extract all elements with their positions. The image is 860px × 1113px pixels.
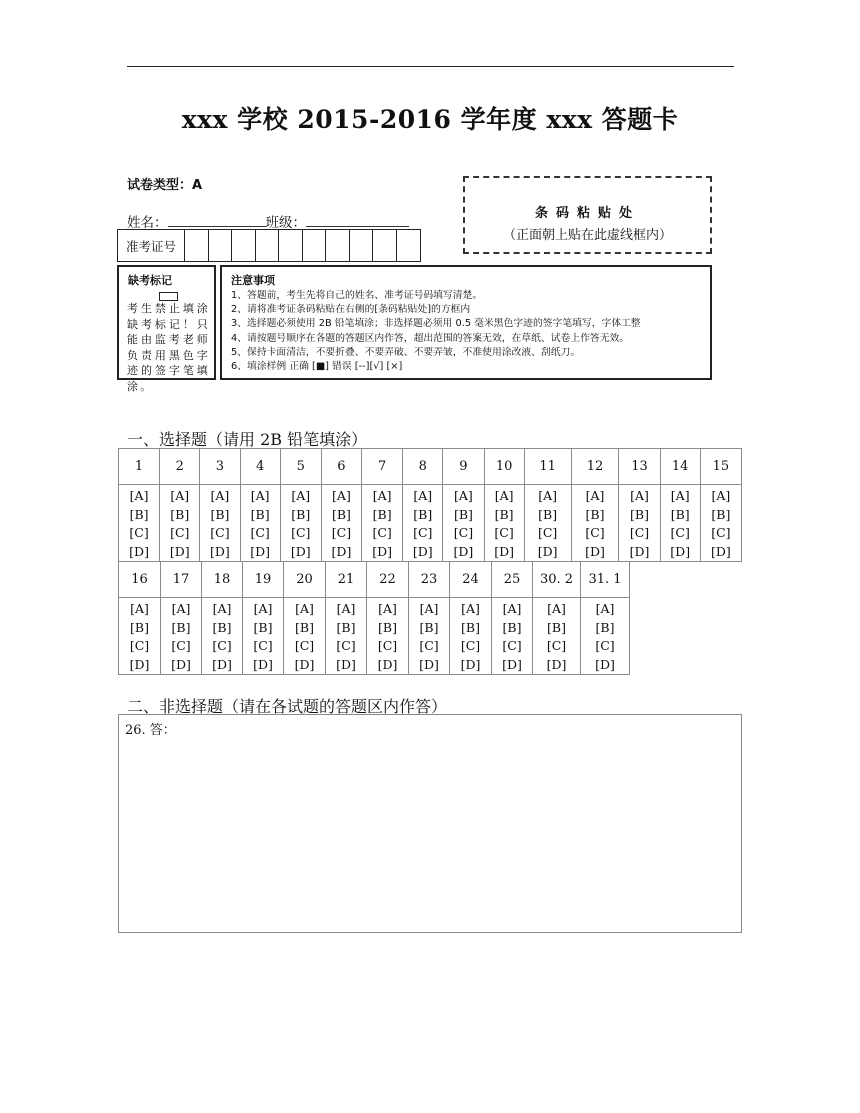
question-number: 15 (700, 449, 741, 485)
option-bubble[interactable]: [B] (171, 619, 191, 635)
option-bubble[interactable]: [B] (129, 506, 149, 522)
option-bubble[interactable]: [C] (413, 525, 433, 540)
option-bubble[interactable]: [C] (291, 525, 311, 540)
option-bubble[interactable]: [A] (538, 488, 558, 503)
option-bubble[interactable]: [A] (332, 488, 351, 503)
option-bubble[interactable]: [C] (585, 525, 605, 540)
page-title: xxx 学校 2015-2016 学年度 xxx 答题卡 (181, 105, 679, 134)
option-bubble[interactable]: [D] (377, 656, 398, 672)
option-bubble[interactable]: [D] (336, 656, 356, 672)
question-number: 10 (484, 449, 524, 485)
note-item: 2、请将准考证条码粘贴在右侧的[条码粘贴处]的方框内 (231, 304, 471, 316)
exam-number-cell[interactable] (373, 230, 397, 261)
exam-number-cell[interactable] (303, 230, 327, 261)
option-bubble[interactable]: [B] (711, 506, 731, 522)
top-rule (127, 66, 734, 67)
option-bubble[interactable]: [C] (595, 638, 615, 653)
option-bubble[interactable]: [B] (250, 506, 270, 522)
question-number: 7 (362, 449, 403, 485)
notes-heading: 注意事项 (231, 274, 275, 287)
note-item: 1、答题前，考生先将自己的姓名、准考证号码填写清楚。 (231, 290, 483, 301)
option-bubble[interactable]: [B] (453, 506, 473, 522)
option-cell (533, 598, 581, 675)
option-cell (284, 598, 326, 675)
option-bubble[interactable]: [D] (129, 656, 150, 672)
option-bubble[interactable]: [C] (502, 638, 522, 653)
option-bubble[interactable]: [B] (291, 506, 311, 522)
option-bubble[interactable]: [A] (595, 601, 615, 616)
option-bubble[interactable]: [D] (129, 543, 149, 559)
option-bubble[interactable]: [D] (629, 543, 650, 559)
notes-box (220, 265, 712, 380)
option-bubble[interactable]: [A] (454, 488, 473, 503)
option-bubble[interactable]: [C] (253, 638, 273, 653)
option-bubble[interactable]: [D] (331, 543, 352, 559)
option-bubble[interactable]: [C] (331, 525, 352, 540)
question-number: 11 (524, 449, 571, 485)
question-number: 13 (619, 449, 660, 485)
option-cell (581, 598, 630, 675)
question-number: 24 (450, 562, 492, 598)
absent-mark-box (117, 265, 216, 393)
option-bubble[interactable]: [D] (537, 543, 558, 559)
exam-number-cell[interactable] (279, 230, 303, 261)
question-number: 20 (284, 562, 326, 598)
option-cell (161, 598, 202, 675)
option-cell (280, 485, 321, 562)
option-bubble[interactable]: [D] (290, 543, 311, 559)
exam-number-cell[interactable] (256, 230, 280, 261)
name-field[interactable] (168, 212, 266, 227)
question-number: 2 (160, 449, 200, 485)
option-bubble[interactable]: [B] (595, 619, 615, 635)
option-bubble[interactable]: [A] (170, 488, 190, 503)
note-item: 4、请按题号顺序在各题的答题区内作答，超出范围的答案无效，在草纸、试卷上作答无效。 (231, 332, 630, 344)
option-cell (202, 598, 243, 675)
question-number: 4 (240, 449, 280, 485)
option-cell (524, 485, 571, 562)
option-bubble[interactable]: [B] (210, 506, 230, 522)
class-field[interactable] (306, 212, 409, 227)
option-bubble[interactable]: [B] (502, 619, 522, 635)
option-bubble[interactable]: [C] (336, 638, 356, 653)
barcode-instruction: （正面朝上贴在此虚线框内） (502, 228, 672, 243)
option-bubble[interactable]: [A] (253, 601, 273, 616)
exam-number-grid (117, 229, 421, 262)
option-bubble[interactable]: [A] (291, 488, 311, 503)
option-cell (450, 598, 492, 675)
option-cell (240, 485, 280, 562)
question-number: 21 (326, 562, 367, 598)
option-cell (660, 485, 700, 562)
option-bubble[interactable]: [A] (171, 601, 191, 616)
exam-number-cell[interactable] (326, 230, 350, 261)
option-bubble[interactable]: [C] (171, 638, 191, 653)
option-cell (367, 598, 409, 675)
option-bubble[interactable]: [D] (502, 656, 522, 672)
option-bubble[interactable]: [C] (670, 525, 690, 540)
option-bubble[interactable]: [B] (212, 619, 232, 635)
option-bubble[interactable]: [B] (170, 506, 190, 522)
option-bubble[interactable]: [C] (419, 638, 439, 653)
option-bubble[interactable]: [C] (212, 638, 232, 653)
question-number: 14 (660, 449, 700, 485)
question-number: 23 (409, 562, 450, 598)
option-bubble[interactable]: [C] (546, 638, 567, 653)
option-bubble[interactable]: [C] (377, 638, 398, 653)
option-cell (243, 598, 284, 675)
exam-number-cell[interactable] (397, 230, 421, 261)
option-bubble[interactable]: [B] (331, 506, 351, 522)
option-bubble[interactable]: [A] (670, 488, 690, 503)
option-bubble[interactable]: [C] (170, 525, 190, 540)
option-bubble[interactable]: [A] (212, 601, 232, 616)
option-bubble[interactable]: [C] (210, 525, 230, 540)
option-cell (571, 485, 619, 562)
option-bubble[interactable]: [A] (585, 488, 605, 503)
choice-table-1 (118, 448, 742, 562)
question-number: 22 (367, 562, 409, 598)
question-number: 5 (280, 449, 321, 485)
option-cell (200, 485, 240, 562)
option-bubble[interactable]: [C] (250, 525, 270, 540)
section1-title: 一、选择题（请用 2B 铅笔填涂） (127, 430, 368, 449)
question-number: 30. 2 (533, 562, 581, 598)
option-bubble[interactable]: [A] (295, 601, 314, 616)
option-bubble[interactable]: [B] (461, 619, 480, 635)
exam-number-cell[interactable] (209, 230, 233, 261)
option-bubble[interactable]: [A] (129, 488, 149, 503)
option-bubble[interactable]: [D] (595, 656, 615, 672)
barcode-area (463, 176, 712, 254)
option-bubble[interactable]: [A] (130, 601, 149, 616)
question-number: 6 (321, 449, 361, 485)
option-bubble[interactable]: [C] (711, 525, 731, 540)
option-bubble[interactable]: [A] (413, 488, 433, 503)
question-label: 26. 答： (125, 723, 176, 738)
option-bubble[interactable]: [A] (419, 601, 439, 616)
option-bubble[interactable]: [B] (670, 506, 690, 522)
option-cell (119, 598, 161, 675)
question-number: 8 (403, 449, 443, 485)
question-number: 31. 1 (581, 562, 630, 598)
exam-number-label: 准考证号 (118, 230, 185, 261)
absent-mark-checkbox[interactable] (159, 292, 178, 301)
option-bubble[interactable]: [A] (372, 488, 392, 503)
option-bubble[interactable]: [A] (630, 488, 649, 503)
option-bubble[interactable]: [B] (538, 506, 558, 522)
option-cell (326, 598, 367, 675)
option-bubble[interactable]: [A] (210, 488, 230, 503)
option-bubble[interactable]: [B] (295, 619, 314, 635)
question-number: 25 (492, 562, 533, 598)
question-number: 1 (119, 449, 160, 485)
absent-text: 考生禁止填涂缺考标记！只能由监考老师负责用黑色字迹的签字笔填涂。 (127, 302, 210, 393)
section2-title: 二、非选择题（请在各试题的答题区内作答） (127, 697, 448, 716)
option-bubble[interactable]: [B] (336, 619, 356, 635)
option-bubble[interactable]: [C] (129, 525, 149, 540)
option-bubble[interactable]: [D] (453, 543, 474, 559)
option-cell (443, 485, 484, 562)
option-cell (321, 485, 361, 562)
exam-number-cell[interactable] (185, 230, 209, 261)
question-number: 16 (119, 562, 161, 598)
note-item: 3、选择题必须使用 2B 铅笔填涂；非选择题必须用 0.5 毫米黑色字迹的签字笔填写，字体工整 (231, 318, 641, 330)
option-bubble[interactable]: [A] (250, 488, 270, 503)
option-bubble[interactable]: [D] (253, 656, 273, 672)
option-bubble[interactable]: [D] (412, 543, 433, 559)
name-class-row (127, 211, 409, 231)
exam-number-cell[interactable] (232, 230, 256, 261)
option-bubble[interactable]: [B] (494, 506, 514, 522)
question-number: 19 (243, 562, 284, 598)
option-bubble[interactable]: [D] (585, 543, 605, 559)
option-cell (362, 485, 403, 562)
question-number: 12 (571, 449, 619, 485)
option-bubble[interactable]: [B] (547, 619, 566, 635)
option-bubble[interactable]: [B] (630, 506, 649, 522)
option-bubble[interactable]: [B] (585, 506, 605, 522)
option-bubble[interactable]: [D] (250, 543, 270, 559)
option-bubble[interactable]: [C] (460, 638, 481, 653)
option-bubble[interactable]: [D] (711, 543, 731, 559)
option-bubble[interactable]: [A] (336, 601, 356, 616)
class-label: 班级： (265, 215, 306, 231)
question-number: 17 (161, 562, 202, 598)
option-cell (619, 485, 660, 562)
option-bubble[interactable]: [D] (372, 543, 392, 559)
answer-area-26[interactable] (118, 714, 742, 933)
question-number: 9 (443, 449, 484, 485)
option-bubble[interactable]: [A] (502, 601, 522, 616)
option-bubble[interactable]: [D] (494, 543, 514, 559)
option-bubble[interactable]: [D] (171, 656, 191, 672)
option-bubble[interactable]: [A] (547, 601, 566, 616)
option-bubble[interactable]: [C] (372, 525, 392, 540)
option-bubble[interactable]: [A] (461, 601, 480, 616)
option-bubble[interactable]: [D] (546, 656, 567, 672)
option-cell (160, 485, 200, 562)
option-bubble[interactable]: [D] (460, 656, 481, 672)
option-bubble[interactable]: [D] (212, 656, 232, 672)
option-bubble[interactable]: [B] (419, 619, 439, 635)
option-bubble[interactable]: [B] (372, 506, 392, 522)
option-cell (119, 485, 160, 562)
absent-heading: 缺考标记 (128, 274, 172, 287)
option-bubble[interactable]: [D] (169, 543, 190, 559)
exam-number-cell[interactable] (350, 230, 374, 261)
option-bubble[interactable]: [D] (294, 656, 315, 672)
option-bubble[interactable]: [B] (413, 506, 433, 522)
option-bubble[interactable]: [D] (419, 656, 439, 672)
question-number: 3 (200, 449, 240, 485)
option-bubble[interactable]: [D] (210, 543, 230, 559)
option-bubble[interactable]: [C] (494, 525, 514, 540)
paper-type: 试卷类型：A (127, 178, 203, 193)
option-cell (492, 598, 533, 675)
option-bubble[interactable]: [C] (129, 638, 150, 653)
option-bubble[interactable]: [B] (253, 619, 273, 635)
option-bubble[interactable]: [C] (294, 638, 315, 653)
barcode-title: 条码粘贴处 (534, 206, 640, 221)
name-label: 姓名： (127, 215, 168, 231)
option-bubble[interactable]: [C] (629, 525, 650, 540)
option-bubble[interactable]: [C] (453, 525, 474, 540)
option-bubble[interactable]: [D] (670, 543, 691, 559)
note-item: 6、填涂样例 正确 [■] 错误 [--][√] [×] (231, 361, 403, 373)
option-bubble[interactable]: [A] (494, 488, 514, 503)
choice-table-2 (118, 561, 630, 675)
option-cell (409, 598, 450, 675)
option-bubble[interactable]: [A] (378, 601, 397, 616)
option-cell (403, 485, 443, 562)
option-bubble[interactable]: [C] (537, 525, 558, 540)
option-bubble[interactable]: [B] (130, 619, 149, 635)
option-cell (484, 485, 524, 562)
question-number: 18 (202, 562, 243, 598)
option-bubble[interactable]: [A] (711, 488, 731, 503)
option-bubble[interactable]: [B] (378, 619, 397, 635)
option-cell (700, 485, 741, 562)
note-item: 5、保持卡面清洁，不要折叠、不要弄破、不要弄皱，不准使用涂改液、刮纸刀。 (231, 346, 581, 358)
